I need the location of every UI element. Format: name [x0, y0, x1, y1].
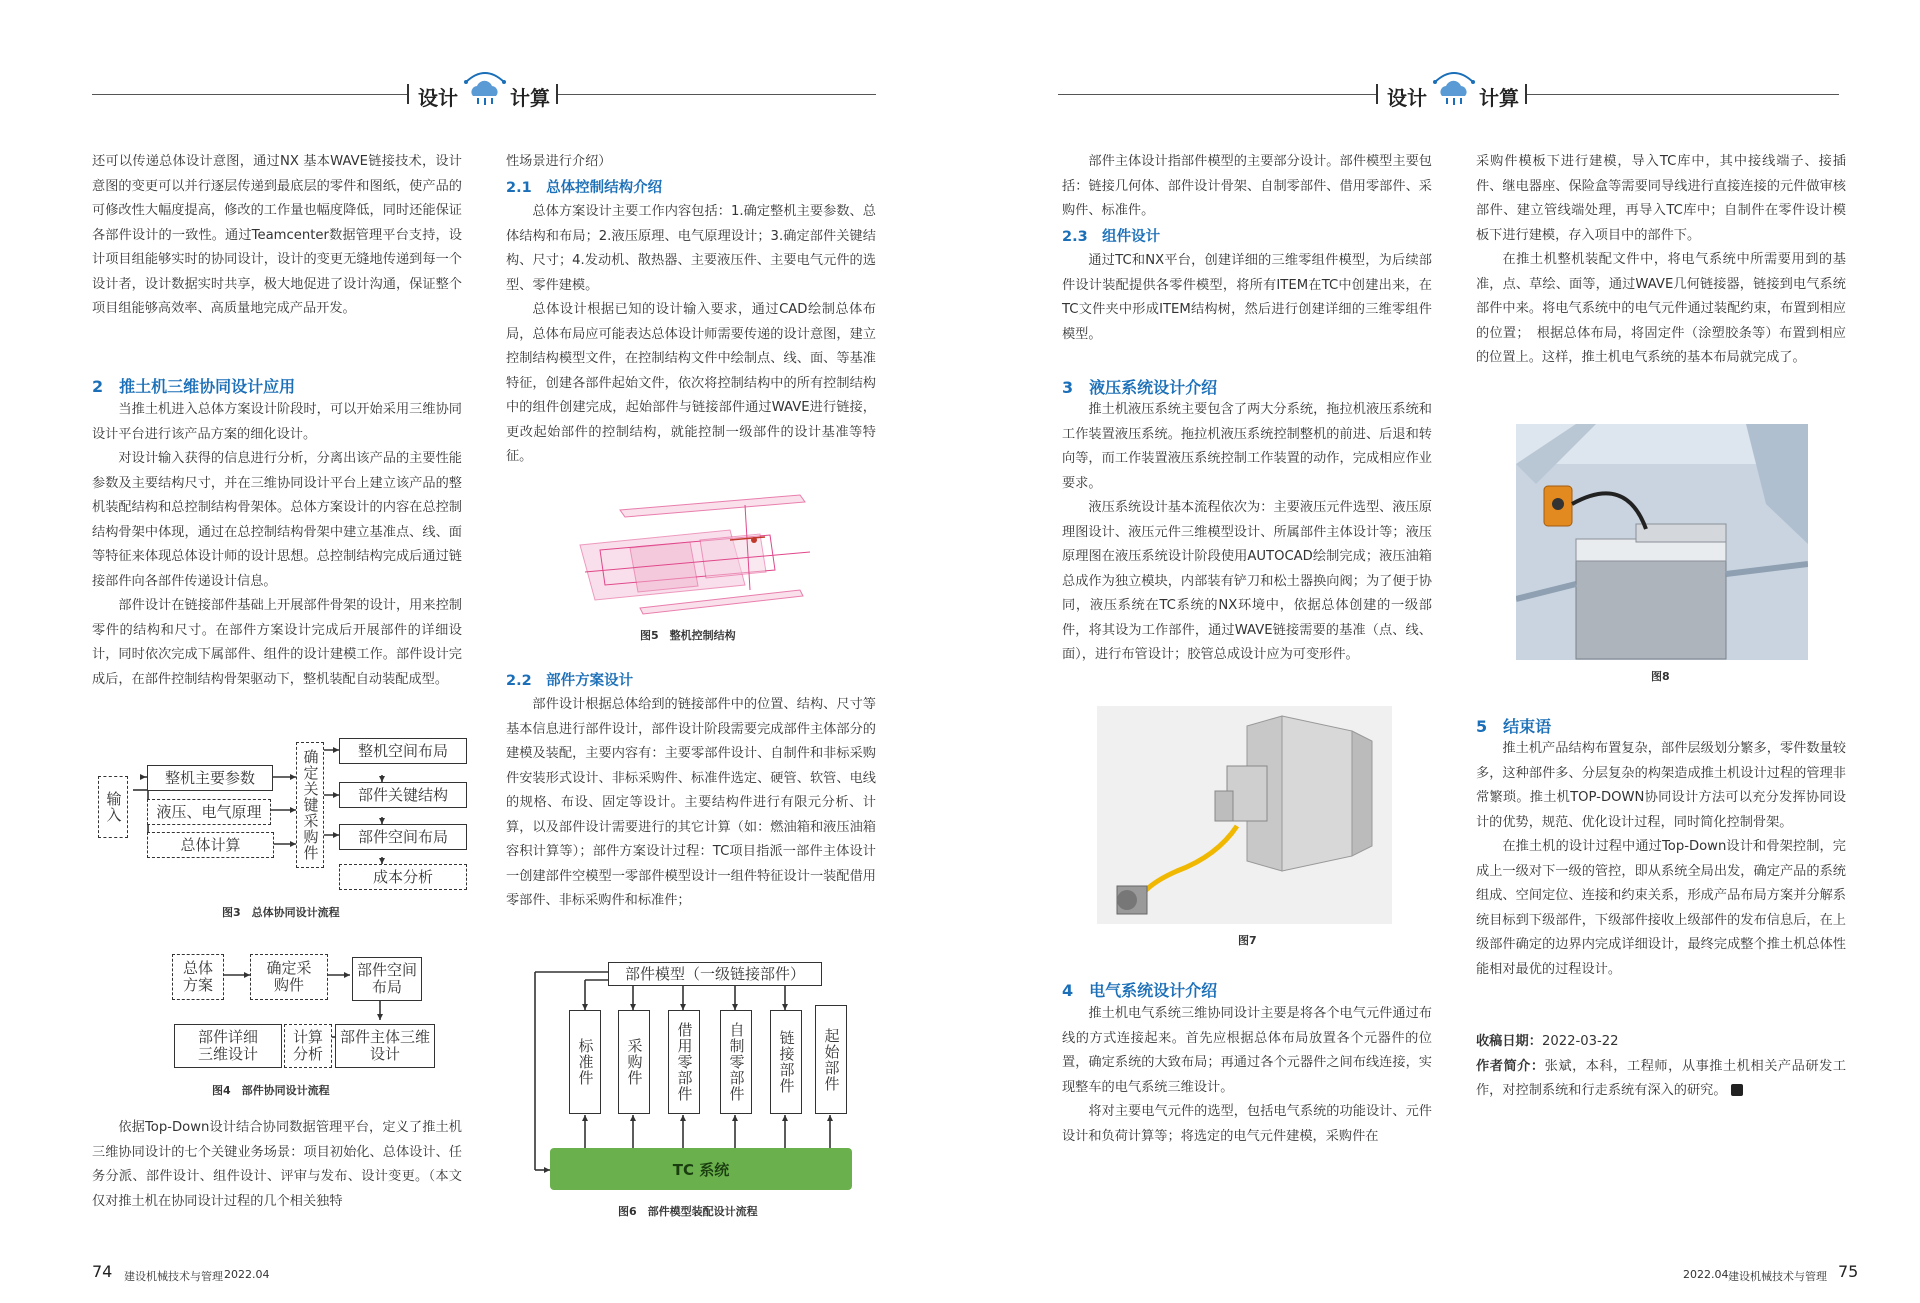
fig3-input-box: 输入: [98, 776, 128, 838]
fig4-box-detail: 部件详细三维设计: [174, 1024, 282, 1068]
cloud-network-icon: [462, 68, 508, 108]
paragraph: 液压系统设计基本流程依次为：主要液压元件选型、液压原理图设计、液压元件三维模型设计、所属部件主体设计等；液压原理图在液压系统设计阶段使用AUTOCAD绘制完成；液压油箱总成作为独立模块，内部装有铲刀和松土器换向阀；为了便于协同，液压系统在TC系统的NX环境中，依据总体创建的一级部件，将其设为工作部件，通过WAVE链接需要的基准（点、线、面），进行布管设计；胶管总成设计应为可变形件。: [1062, 500, 1432, 662]
header-rule-left-a: [92, 94, 407, 95]
figure-8-electrical-render: [1516, 424, 1808, 660]
paragraph: 总体设计根据已知的设计输入要求，通过CAD绘制总体布局，总体布局应可能表达总体设计师需要传递的设计意图，建立控制结构模型文件，在控制结构文件中绘制点、线、面、等基准特征，创建各部件起始文件，依次将控制结构中的所有控制结构中的组件创建完成，起始部件与链接部件通过WAVE进行链接，更改起始部件的控制结构，就能控制一级部件的设计基准等特征。: [506, 302, 876, 464]
col1-block-c: [92, 1116, 462, 1214]
figure-5-caption: 图5 整机控制结构: [640, 629, 736, 642]
col3-block-d: [1062, 1002, 1432, 1149]
figure-3-caption: 图3 总体协同设计流程: [222, 906, 340, 919]
received-date: 2022-03-22: [1541, 1034, 1619, 1049]
fig6-col-5: 起始部件: [815, 1005, 847, 1114]
figure-4-caption: 图4 部件协同设计流程: [212, 1084, 330, 1097]
paragraph: 将对主要电气元件的选型，包括电气系统的功能设计、元件设计和负荷计算等；将选定的电气元件建模，采购件在: [1062, 1104, 1432, 1144]
paragraph: 推土机液压系统主要包含了两大分系统，拖拉机液压系统和工作装置液压系统。拖拉机液压系统控制整机的前进、后退和转向等，而工作装置液压系统控制工作装置的动作，完成相应作业要求。: [1062, 402, 1432, 491]
author-label: 作者简介：: [1476, 1058, 1545, 1074]
col1-block-b: [92, 398, 462, 692]
fig6-col-3: 自制零部件: [720, 1010, 752, 1114]
col2-block-b: [506, 200, 876, 470]
subsection-2-2: 2.2 部件方案设计: [506, 673, 634, 689]
header-tick: [407, 84, 409, 104]
paragraph: 部件主体设计指部件模型的主要部分设计。部件模型主要包括：链接几何体、部件设计骨架、自制零部件、借用零部件、采购件、标准件。: [1062, 154, 1432, 218]
section-heading-3: 3 液压系统设计介绍: [1062, 378, 1218, 397]
col3-block-c: [1062, 398, 1432, 668]
figure-7-hydraulic-render: [1097, 706, 1392, 924]
header-word-left-2: 设计: [1387, 86, 1427, 110]
fig6-top-box: 部件模型（一级链接部件）: [608, 962, 822, 986]
received-date-line: [1476, 1030, 1846, 1055]
paragraph: 在推土机的设计过程中通过Top-Down设计和骨架控制，完成上一级对下一级的管控，即从系统全局出发，确定产品的系统组成、空间定位、连接和约束关系，形成产品布局方案并分解系统目标到下级部件，下级部件接收上级部件的发布信息后，在上级部件确定的边界内完成详细设计，最终完成整个推土机总体性能相对最优的过程设计。: [1476, 839, 1846, 977]
paragraph: 当推土机进入总体方案设计阶段时，可以开始采用三维协同设计平台进行该产品方案的细化设计。: [92, 402, 462, 442]
fig6-tc-system: TC 系统: [550, 1148, 852, 1190]
paragraph: 部件设计根据总体给到的链接部件中的位置、结构、尺寸等基本信息进行部件设计，部件设计阶段需要完成部件主体部分的建模及装配，主要内容有：主要零部件设计、自制件和非标采购件安装形式设计、非标采购件、标准件选定、硬管、软管、电线的规格、布设、固定等设计。主要结构件进行有限元分析、计算，以及部件设计需要进行的其它计算（如：燃油箱和液压油箱容积计算等）；部件方案设计过程：TC项目指派一部件主体设计一创建部件空模型一零部件模型设计一组件特征设计一装配借用零部件、非标采购件和标准件；: [506, 697, 876, 908]
paragraph: 部件设计在链接部件基础上开展部件骨架的设计，用来控制零件的结构和尺寸。在部件方案设计完成后开展部件的详细设计，同时依次完成下属部件、组件的设计建模工作。部件设计完成后，在部件控制结构骨架驱动下，整机装配自动装配成型。: [92, 598, 462, 687]
journal-name-right: 建设机械技术与管理: [1728, 1270, 1827, 1283]
paragraph: 采购件模板下进行建模，导入TC库中，其中接线端子、接插件、继电器座、保险盒等需要同导线进行直接连接的元件做审核部件、建立管线端处理，再导入TC库中；自制件在零件设计模板下进行建模，存入项目中的部件下。: [1476, 154, 1846, 243]
received-label: 收稿日期：: [1476, 1034, 1542, 1049]
fig4-box-purchase: 确定采购件: [250, 954, 328, 1000]
fig3-box-part-layout: 部件空间布局: [339, 824, 467, 850]
fig6-col-4: 链接部件: [770, 1010, 802, 1114]
header-word-right-2: 计算: [1479, 86, 1519, 110]
fig3-box-principle: 液压、电气原理: [147, 799, 271, 825]
paragraph: 对设计输入获得的信息进行分析，分离出该产品的主要性能参数及主要结构尺寸，并在三维协同设计平台上建立该产品的整机装配结构和总控制结构骨架体。总体方案设计的内容在总控制结构骨架中体现，通过在总控制结构骨架中建立基准点、线、面等特征来体现总体设计师的设计思想。总控制结构完成后通过链接部件向各部件传递设计信息。: [92, 451, 462, 589]
header-rule-left-b: [558, 94, 876, 95]
fig3-box-key-structure: 部件关键结构: [339, 782, 467, 808]
header-rule-right-a: [1058, 94, 1376, 95]
col4-block-a: [1476, 150, 1846, 371]
fig3-box-calc: 总体计算: [147, 832, 274, 858]
section-heading-5: 5 结束语: [1476, 717, 1552, 736]
col2-block-c: [506, 693, 876, 914]
paragraph: 在推土机整机装配文件中，将电气系统中所需要用到的基准，点、草绘、面等，通过WAVE几何链接器，链接到电气系统部件中来。将电气系统中的电气元件通过装配约束，布置到相应的位置； 根据总体布局，将固定件（涂塑胶条等）布置到相应的位置上。这样，推土机电气系统的基本布局就完成了。: [1476, 252, 1846, 365]
col3-block-a: [1062, 150, 1432, 224]
paragraph: 通过TC和NX平台，创建详细的三维零组件模型，为后续部件设计装配提供各零件模型，将所有ITEM在TC中创建出来，在TC文件夹中形成ITEM结构树，然后进行创建详细的三维零组件模型。: [1062, 253, 1432, 342]
page-number-right: 75: [1838, 1262, 1859, 1281]
figure-5-control-structure: [570, 490, 820, 620]
header-tick: [1376, 84, 1378, 104]
header-rule-right-b: [1527, 94, 1839, 95]
col1-block-a: [92, 150, 462, 322]
fig4-box-main: 部件主体三维设计: [335, 1024, 435, 1068]
header-word-right: 计算: [510, 86, 550, 110]
cloud-network-icon: [1431, 68, 1477, 108]
col2-block-a: [506, 150, 876, 175]
col4-block-b: [1476, 737, 1846, 982]
author-text: 张斌，本科，工程师，从事推土机相关产品研发工作，对控制系统和行走系统有深入的研究。: [1476, 1058, 1847, 1098]
fig3-box-params: 整机主要参数: [147, 765, 273, 791]
issue-left: 2022.04: [224, 1268, 270, 1281]
col3-block-b: [1062, 249, 1432, 347]
paragraph: 推土机产品结构布置复杂，部件层级划分繁多，零件数量较多，这种部件多、分层复杂的构架造成推土机设计过程的管理非常繁琐。推土机TOP-DOWN协同设计方法可以充分发挥协同设计的优势，规范、优化设计过程，同时简化控制骨架。: [1476, 741, 1846, 830]
fig6-col-2: 借用零部件: [668, 1010, 700, 1114]
fig4-box-overall: 总体方案: [172, 954, 224, 1000]
paragraph: 依据Top-Down设计结合协同数据管理平台，定义了推土机三维协同设计的七个关键业务场景：项目初始化、总体设计、任务分派、部件设计、组件设计、评审与发布、设计变更。（本文仅对推土机在协同设计过程的几个相关独特: [92, 1120, 462, 1209]
header-word-left: 设计: [418, 86, 458, 110]
author-line: [1476, 1055, 1846, 1104]
fig6-col-1: 采购件: [618, 1010, 650, 1114]
journal-name-left: 建设机械技术与管理: [124, 1270, 223, 1283]
fig4-box-layout: 部件空间布局: [352, 957, 422, 1001]
fig6-col-0: 标准件: [569, 1010, 601, 1114]
paragraph: 还可以传递总体设计意图，通过NX 基本WAVE链接技术，设计意图的变更可以并行逐层传递到最底层的零件和图纸，使产品的可修改性大幅度提高，修改的工作量也幅度降低，同时还能保证各部件设计的一致性。通过Teamcenter数据管理平台支持，设计项目组能够实时的协同设计，设计的变更无缝地传递到每一个设计者，设计数据实时共享，极大地促进了设计沟通，保证整个项目组能够高效率、高质量地完成产品开发。: [92, 154, 462, 316]
fig3-box-cost: 成本分析: [339, 864, 467, 890]
fig3-box-purchase: 确定关键采购件: [296, 742, 324, 868]
paragraph: 推土机电气系统三维协同设计主要是将各个电气元件通过布线的方式连接起来。首先应根据总体布局放置各个元器件的位置，确定系统的大致布局；再通过各个元器件之间布线连接，实现整车的电气系统三维设计。: [1062, 1006, 1432, 1095]
subsection-2-1: 2.1 总体控制结构介绍: [506, 180, 663, 196]
section-heading-4: 4 电气系统设计介绍: [1062, 981, 1218, 1000]
fig3-box-layout: 整机空间布局: [339, 738, 467, 764]
page-number-left: 74: [92, 1262, 113, 1281]
paragraph: 总体方案设计主要工作内容包括：1.确定整机主要参数、总体结构和布局；2.液压原理、电气原理设计；3.确定部件关键结构、尺寸；4.发动机、散热器、主要液压件、主要电气元件的选型、零件建模。: [506, 204, 876, 293]
paragraph: 性场景进行介绍）: [506, 154, 612, 169]
subsection-2-3: 2.3 组件设计: [1062, 229, 1161, 245]
issue-right: 2022.04: [1683, 1268, 1729, 1281]
col4-block-c: [1476, 1030, 1846, 1104]
section-heading-2: 2 推土机三维协同设计应用: [92, 377, 296, 396]
end-mark-icon: [1731, 1084, 1743, 1096]
figure-6-caption: 图6 部件模型装配设计流程: [618, 1205, 758, 1218]
figure-8-caption: 图8: [1651, 670, 1670, 683]
fig4-box-analysis: 计算分析: [284, 1024, 332, 1068]
figure-7-caption: 图7: [1238, 934, 1257, 947]
